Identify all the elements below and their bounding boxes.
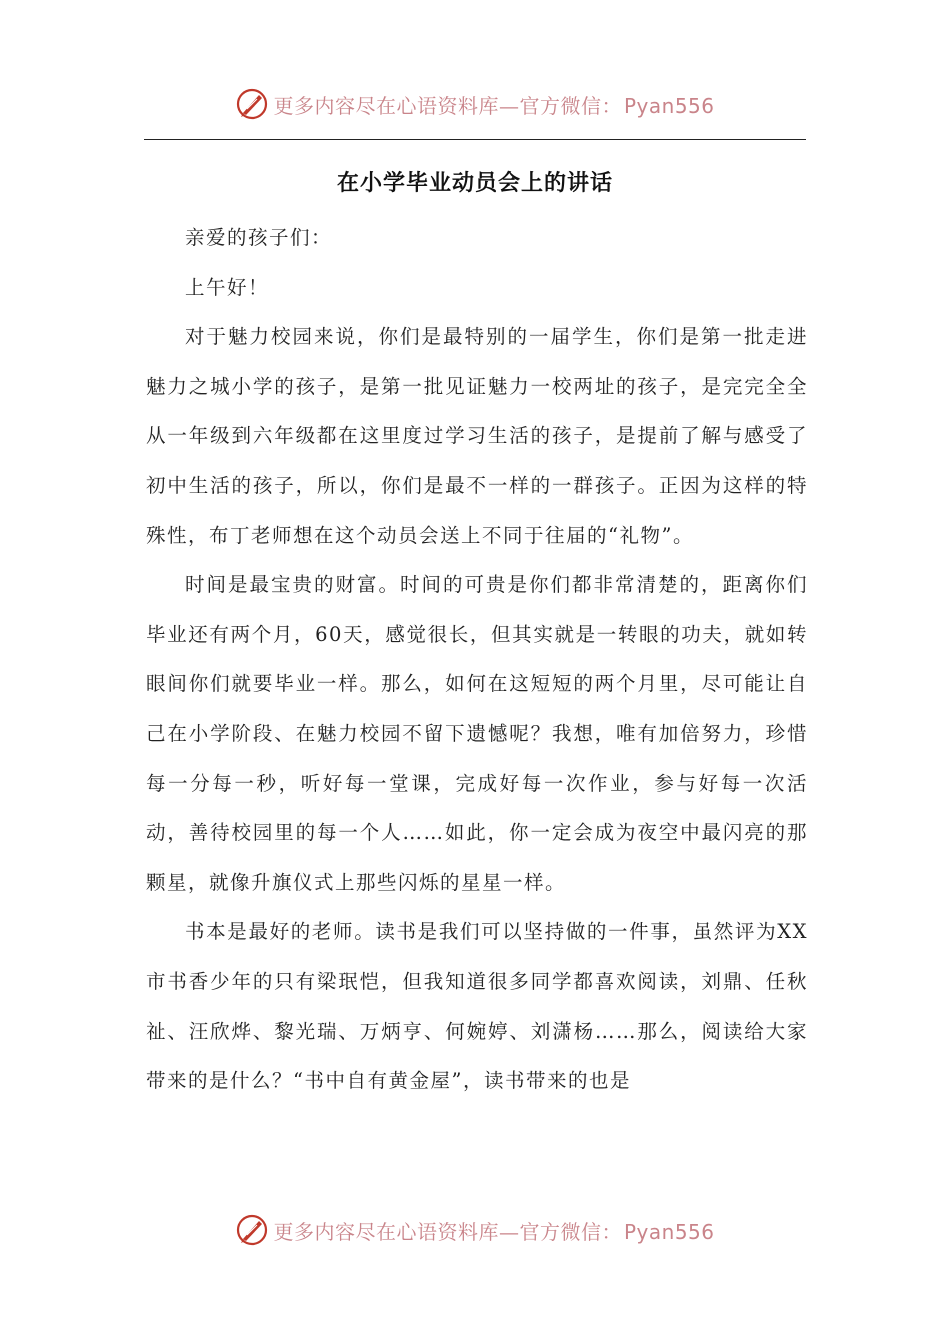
header-divider <box>144 139 806 140</box>
paragraph: 时间是最宝贵的财富。时间的可贵是你们都非常清楚的，距离你们毕业还有两个月，60天，感觉很长，但其实就是一转眼的功夫，就如转眼间你们就要毕业一样。那么，如何在这短短的两个月里，尽可能让自己在小学阶段、在魅力校园不留下遗憾呢？我想，唯有加倍努力，珍惜每一分每一秒，听好每一堂课，完成好每一次作业，参与好每一次活动，善待校园里的每一个人……如此，你一定会成为夜空中最闪亮的那颗星，就像升旗仪式上那些闪烁的星星一样。 <box>146 573 808 894</box>
header-banner-text: 更多内容尽在心语资料库—官方微信： Pyan556 <box>273 93 715 118</box>
header-banner <box>0 84 950 124</box>
document-body <box>146 213 808 1106</box>
footer-banner <box>0 1210 950 1250</box>
document-title: 在小学毕业动员会上的讲话 <box>336 170 613 196</box>
footer-banner-text: 更多内容尽在心语资料库—官方微信： Pyan556 <box>273 1219 715 1244</box>
paragraph: 书本是最好的老师。读书是我们可以坚持做的一件事，虽然评为XX市书香少年的只有梁珉恺，但我知道很多同学都喜欢阅读，刘鼎、任秋祉、汪欣烨、黎光瑞、万炳亨、何婉婷、刘潇杨……那么，阅读给大家带来的是什么？“书中自有黄金屋”，读书带来的也是 <box>146 920 808 1093</box>
quill-logo-icon <box>235 87 269 121</box>
paragraph: 亲爱的孩子们： <box>185 226 333 249</box>
paragraph: 对于魅力校园来说，你们是最特别的一届学生，你们是第一批走进魅力之城小学的孩子，是第一批见证魅力一校两址的孩子，是完完全全从一年级到六年级都在这里度过学习生活的孩子，是提前了解与感受了初中生活的孩子，所以，你们是最不一样的一群孩子。正因为这样的特殊性，布丁老师想在这个动员会送上不同于往届的“礼物”。 <box>146 325 808 547</box>
paragraph: 上午好！ <box>185 275 270 299</box>
quill-logo-icon <box>235 1213 269 1247</box>
